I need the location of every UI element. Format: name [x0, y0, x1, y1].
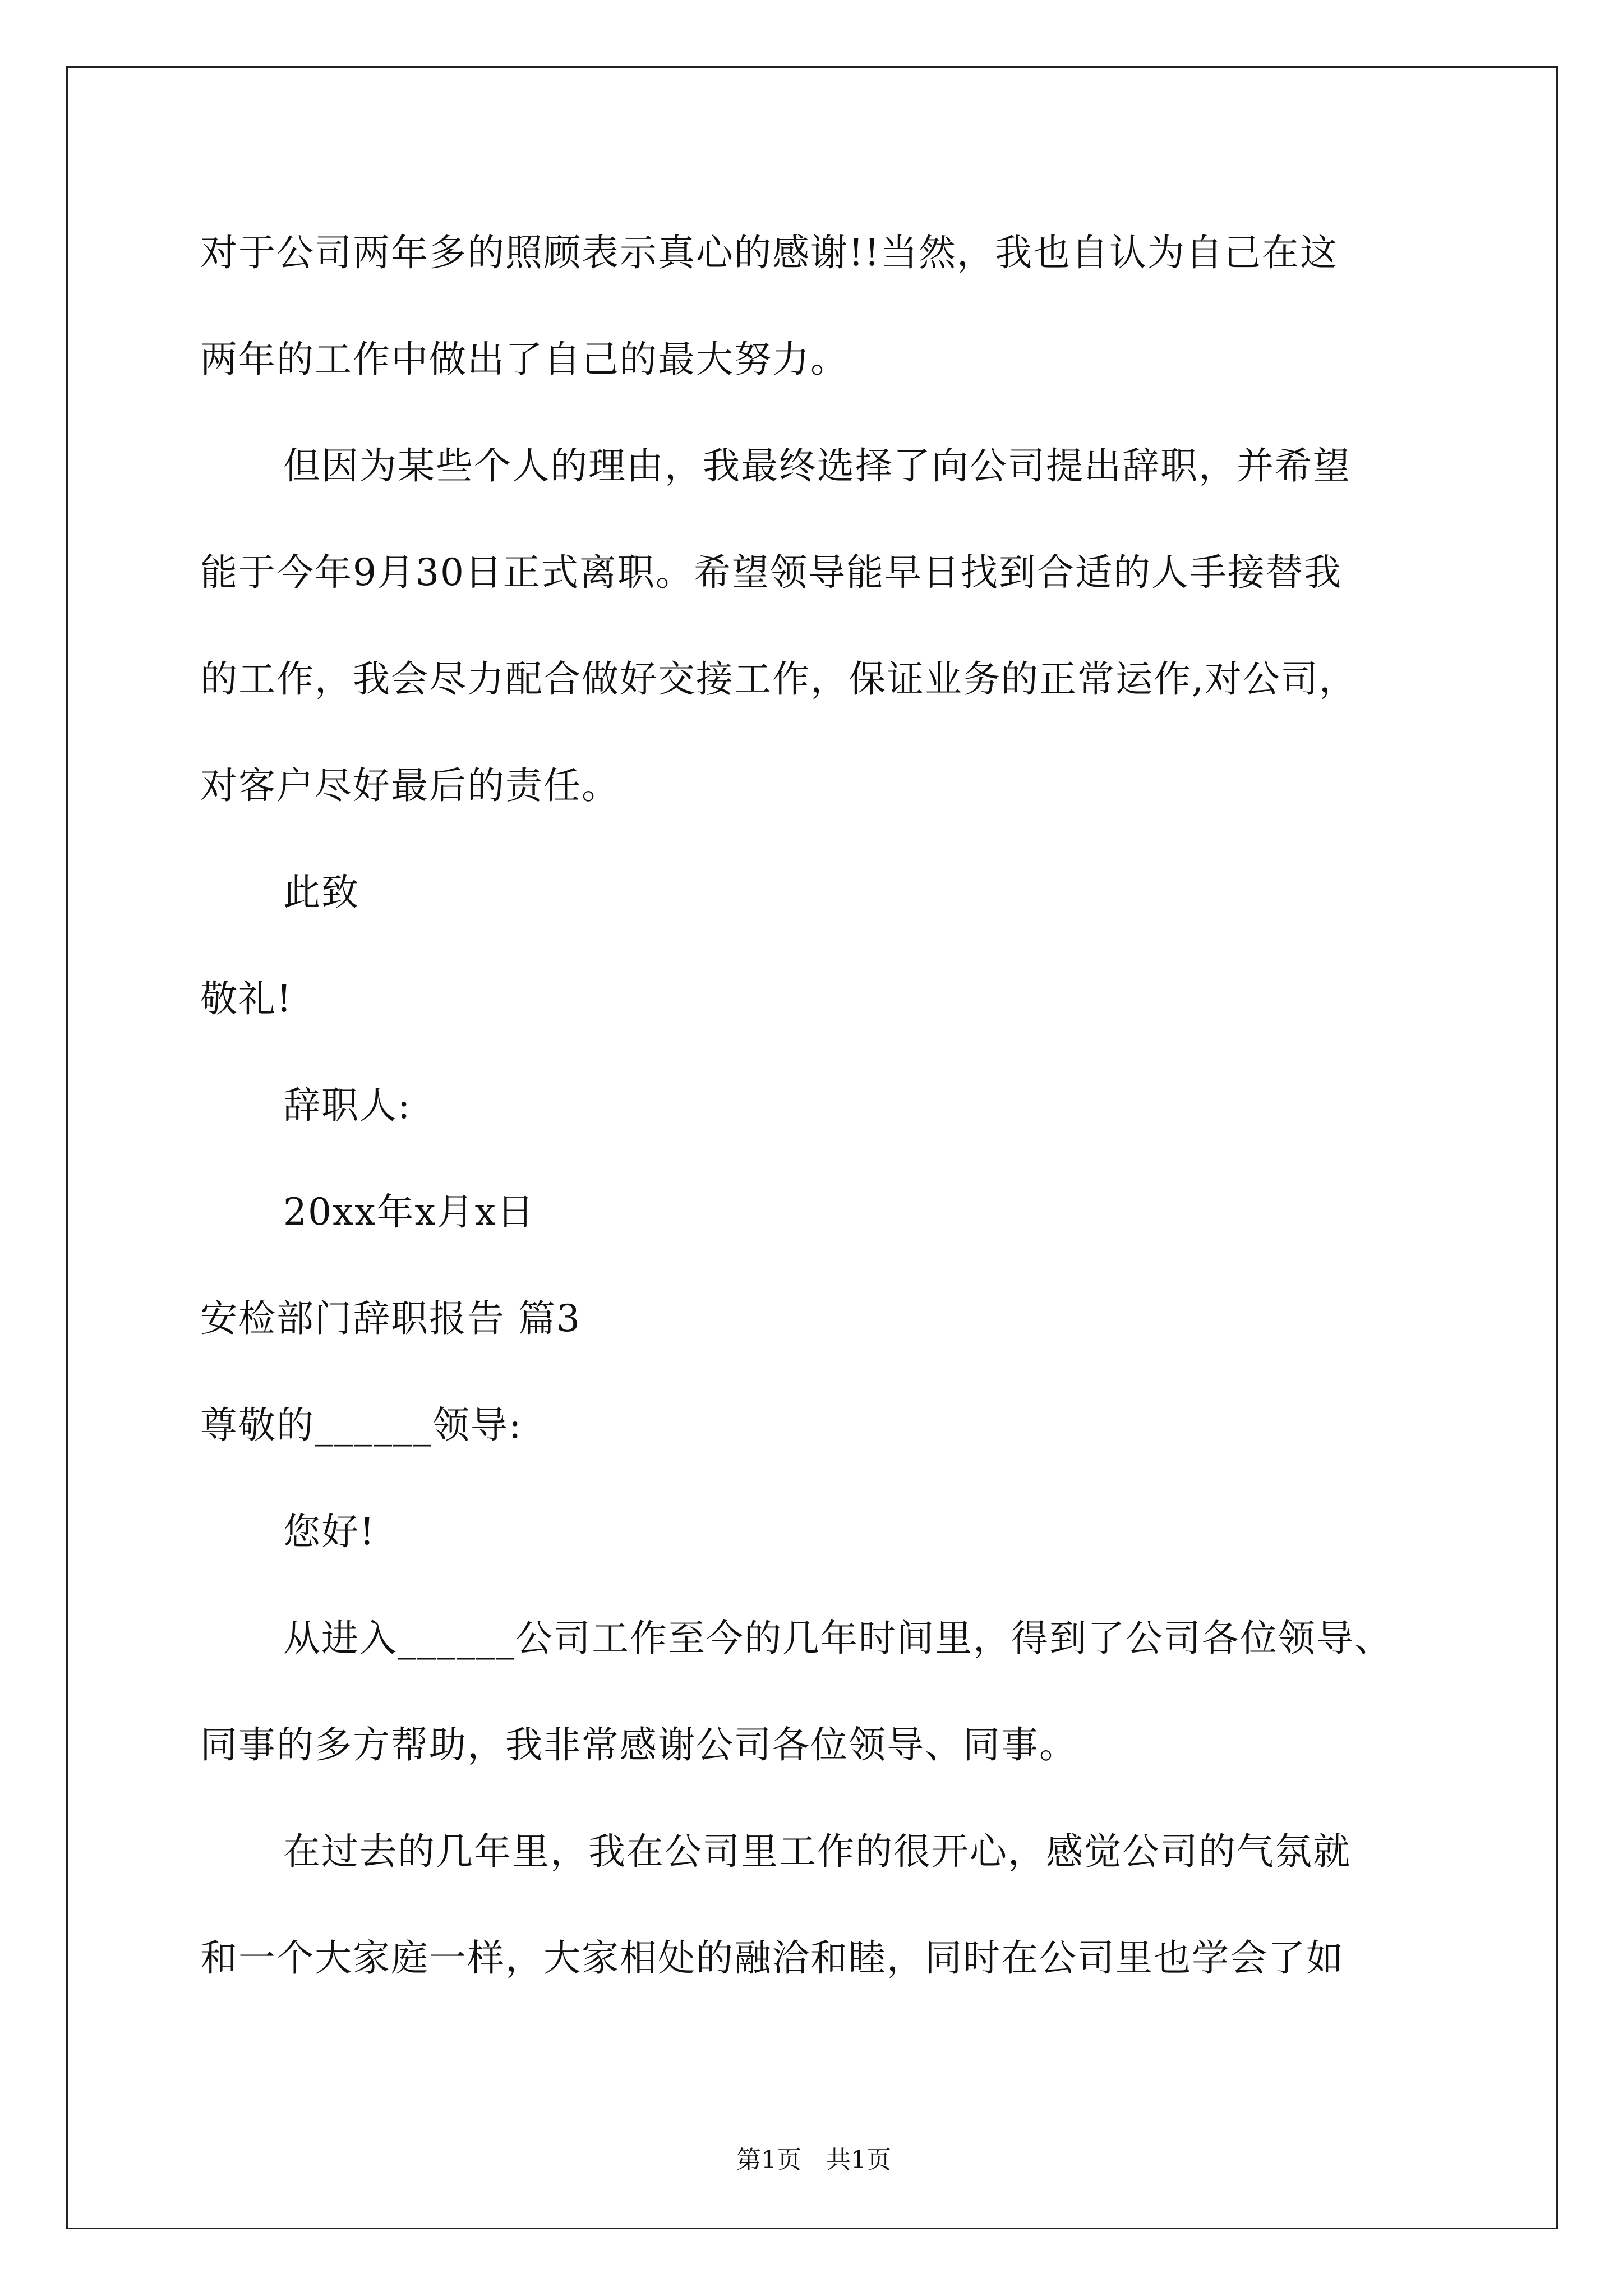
section-heading: 安检部门辞职报告 篇3 [200, 1297, 581, 1340]
text-line-6: 对客户尽好最后的责任。 [200, 764, 620, 807]
text-line-16: 在过去的几年里，我在公司里工作的很开心，感觉公司的气氛就 [283, 1830, 1351, 1873]
date-line: 20xx年x月x日 [283, 1190, 535, 1234]
greeting-hello: 您好! [283, 1510, 376, 1553]
greeting-recipient: 尊敬的______领导: [200, 1404, 523, 1447]
text-line-17: 和一个大家庭一样，大家相处的融洽和睦，同时在公司里也学会了如 [200, 1936, 1344, 1980]
signature-label: 辞职人: [283, 1084, 412, 1127]
text-line-15: 同事的多方帮助，我非常感谢公司各位领导、同事。 [200, 1723, 1077, 1766]
text-line-5: 的工作，我会尽力配合做好交接工作，保证业务的正常运作,对公司， [200, 657, 1357, 701]
text-line-1: 对于公司两年多的照顾表示真心的感谢!!当然，我也自认为自己在这 [200, 231, 1339, 274]
closing-regards: 敬礼! [200, 977, 293, 1020]
text-line-3: 但因为某些个人的理由，我最终选择了向公司提出辞职，并希望 [283, 444, 1351, 487]
page-number-footer: 第1页 共1页 [736, 2146, 891, 2174]
text-line-2: 两年的工作中做出了自己的最大努力。 [200, 338, 849, 381]
text-line-14: 从进入______公司工作至今的几年时间里，得到了公司各位领导、 [283, 1617, 1393, 1660]
closing-salutation: 此致 [283, 871, 359, 914]
text-line-4: 能于今年9月30日正式离职。希望领导能早日找到合适的人手接替我 [200, 551, 1342, 594]
document-page [66, 66, 1558, 2229]
